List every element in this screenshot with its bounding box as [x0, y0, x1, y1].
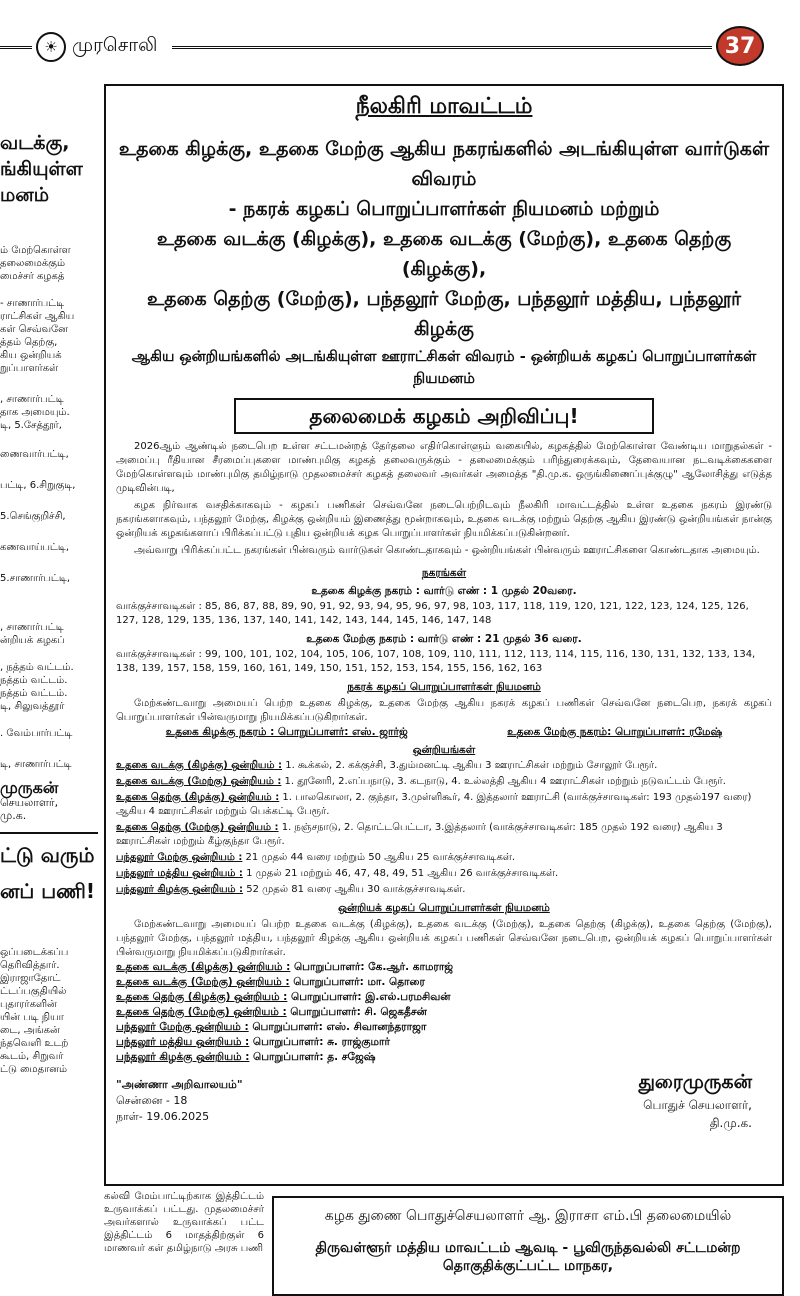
left-para: ம் மேற்கொள்ள தலைமைக்கும் மைச்சர் கழகத்	[0, 245, 71, 282]
west-town-heading: உதகை மேற்கு நகரம் : வார்டு எண் : 21 முதல் 36 வரை.	[306, 633, 582, 645]
left-para: . வேம்பார்பட்டி	[0, 728, 73, 739]
towns-heading: நகரங்கள்	[421, 567, 467, 579]
list-item: உதகை வடக்கு (மேற்கு) ஒன்றியம் : 1. தூனேரி, 2.எப்பநாடு, 3. கடநாடு, 4. உல்லத்தி ஆகிய 4 ஊராட்சிகள் மற்றும் நடுவட்டம் பேரூர்.	[116, 776, 726, 787]
list-item: உதகை தெற்கு (மேற்கு) ஒன்றியம் : பொறுப்பாளர்: சி. ஜெகதீசன்	[116, 1006, 427, 1018]
signatory-name: துரைமுருகன்	[638, 1071, 752, 1093]
left-para: 5.செங்குறிச்சி,	[0, 511, 66, 522]
list-item: பந்தலூர் மேற்கு ஒன்றியம் : 21 முதல் 44 வரை மற்றும் 50 ஆகிய 25 வாக்குச்சாவடிகள்.	[116, 852, 516, 863]
left-para: கணவாய்பட்டி,	[0, 542, 70, 553]
page-header	[0, 26, 800, 66]
left-para: , சாணார்பட்டி தாக அமையும். டி, 5.சேத்தூர்,	[0, 394, 70, 431]
unions-list	[116, 759, 772, 897]
left-para: 5.சாணார்பட்டி,	[0, 573, 71, 584]
left-para: - சாணார்பட்டி ராட்சிகள் ஆகிய கள் செவ்வனே த்தம் தெற்கு, கிய ஒன்றியக் றுப்பாளர்கள்	[0, 298, 75, 374]
body-para: கழக நிர்வாக வசதிக்காகவும் - கழகப் பணிகள் செவ்வனே நடைபெற்றிடவும் நீலகிரி மாவட்டத்தில் உள்ள உதகை நகரம் இரண்டு நகரங்களாகவும், பந்தலூர் மேற்கு, கிழக்கு ஒன்றியம் இணைத்து மூன்றாகவும், உதகை வடக்கு மற்றும் தெற்கு ஆகிய இரண்டு ஒன்றியங்கள் நான்கு ஒன்றியக் கழகங்களாப் பிரிக்கப்பட்டு புதிய ஒன்றியக் கழக பொறுப்பாளர்கள் நியமிக்கப்படுகின்றனர்.	[116, 500, 772, 539]
union-appointments-para: மேற்கண்டவாறு அமையப் பெற்ற உதகை வடக்கு (கிழக்கு), உதகை வடக்கு (மேற்கு), உதகை தெற்கு (கிழக்கு), உதகை தெற்கு (மேற்கு), பந்தலூர் மேற்கு, பந்தலூர் மத்திய, பந்தலூர் கிழக்கு ஆகிய ஒன்றியக் கழகப் பணிகள் செவ்வனே நடைபெற, ஒன்றியக் கழகப் பொறுப்பாளர்கள் பின்வருமாறு நியமிக்கப்படுகிறார்கள்.	[116, 919, 772, 958]
town-incharge-row	[116, 725, 772, 739]
left-para: பட்டி, 6.சிறுகுடி,	[0, 480, 76, 491]
appointees-list	[116, 960, 772, 1065]
left-column-fragment	[0, 66, 98, 1296]
left-heading: வடக்கு, ங்கியுள்ள மனம்	[0, 132, 83, 206]
city: சென்னை - 18	[116, 1094, 188, 1107]
headline-3: ஆகிய ஒன்றியங்களில் அடங்கியுள்ள ஊராட்சிகள் விவரம் - ஒன்றியக் கழகப் பொறுப்பாளர்கள் நியமனம்	[131, 349, 757, 387]
left-bottom-text: ஒப்படைக்கப்ப தெரிவித்தார். இராஜாதோட் ட்டப்பகுதியில் புதாரர்களின் யின் படி நியா டை, அங்கன் ந்தவெளி உடற் கூடம், சிறுவர் ட்டு மைதானம்	[0, 947, 69, 1075]
headline-1: உதகை கிழக்கு, உதகை மேற்கு ஆகிய நகரங்களில் அடங்கியுள்ள வார்டுகள் விவரம் - நகரக் கழகப் பொறுப்பாளர்கள் நியமனம் மற்றும்	[118, 138, 770, 220]
bottom-box-line-1: கழக துணை பொதுச்செயலாளர் ஆ. இராசா எம்.பி தலைமையில்	[324, 1208, 732, 1224]
list-item: உதகை தெற்கு (கிழக்கு) ஒன்றியம் : 1. பாலகொலா, 2. குந்தா, 3.முள்ளிகூர், 4. இத்தலார் ஊராட்சி (வாக்குச்சாவடிகள்: 193 முதல்197 வரை) ஆகிய 4 ஊராட்சிகள் மற்றும் பெக்கட்டி பேரூர்.	[116, 792, 752, 817]
body-para: அவ்வாறு பிரிக்கப்பட்ட நகரங்கள் பின்வரும் வார்டுகள் கொண்டதாகவும் - ஒன்றியங்கள் பின்வரும் ஊராட்சிகளை கொண்டதாக அமையும்.	[134, 545, 760, 556]
district-title: நீலகிரி மாவட்டம்	[355, 94, 533, 119]
left-teaser-1: ட்டு வரும்	[0, 832, 98, 870]
list-item: உதகை வடக்கு (கிழக்கு) ஒன்றியம் : 1. கூக்கல், 2. கக்குச்சி, 3.தும்மனட்டி ஆகிய 3 ஊராட்சிகள் மற்றும் சோலூர் பேரூர்.	[116, 760, 658, 771]
union-appointments-heading: ஒன்றியக் கழகப் பொறுப்பாளர்கள் நியமனம்	[338, 902, 550, 914]
notice-footer	[116, 1071, 772, 1151]
body-para: 2026ஆம் ஆண்டில் நடைபெற உள்ள சட்டமன்றத் தேர்தலை எதிர்கொள்ளும் வகையில், கழகத்தில் மேற்கொள்ள வேண்டிய மாறுதல்கள் - அமைப்பு ரீதியான சீரமைப்புகளை மாண்புமிகு கழகத் தலைவருக்கும் - தலைமைக்கும் பரிந்துரைக்கவும், தேவையான நடவடிக்கைகளை மேற்கொள்ளவும் மாண்புமிகு தமிழ்நாடு முதலமைச்சர் கழகத் தலைவர் அவர்கள் அமைத்த "தி.மு.க. ஒருங்கிணைப்புக்குழு" ஆலோசித்து எடுத்த முடிவின்படி,	[116, 441, 772, 494]
headline-2: உதகை வடக்கு (கிழக்கு), உதகை வடக்கு (மேற்கு), உதகை தெற்கு (கிழக்கு), உதகை தெற்கு (மேற்கு), பந்தலூர் மேற்கு, பந்தலூர் மத்திய, பந்தலூர் கிழக்கு	[146, 228, 742, 340]
dateline	[116, 1077, 243, 1125]
left-teaser-2: னப் பணி!	[0, 879, 95, 903]
party-name: தி.மு.க.	[709, 1116, 752, 1130]
list-item: பந்தலூர் கிழக்கு ஒன்றியம் : பொறுப்பாளர்: த. சஜேஷ்	[116, 1051, 376, 1063]
list-item: பந்தலூர் மத்திய ஒன்றியம் : 1 முதல் 21 மற்றும் 46, 47, 48, 49, 51 ஆகிய 26 வாக்குச்சாவடிகள்.	[116, 868, 559, 879]
header-rule-left	[0, 46, 32, 49]
list-item: பந்தலூர் மேற்கு ஒன்றியம் : பொறுப்பாளர்: எஸ். சிவானந்தராஜா	[116, 1021, 427, 1033]
notice-title: தலைமைக் கழகம் அறிவிப்பு!	[234, 398, 654, 434]
announcement-box	[104, 84, 784, 1186]
list-item: உதகை வடக்கு (கிழக்கு) ஒன்றியம் : பொறுப்பாளர்: கே.ஆர். காமராஜ்	[116, 961, 454, 973]
date: நாள்- 19.06.2025	[116, 1110, 210, 1123]
list-item: உதகை வடக்கு (மேற்கு) ஒன்றியம் : பொறுப்பாளர்: மா. தொரை	[116, 976, 425, 988]
signature-block	[638, 1071, 752, 1132]
list-item: உதகை தெற்கு (கிழக்கு) ஒன்றியம் : பொறுப்பாளர்: இ.எல்.பரமசிவன்	[116, 991, 451, 1003]
town-appointments-heading: நகரக் கழகப் பொறுப்பாளர்கள் நியமனம்	[347, 681, 541, 693]
rising-sun-logo-icon: ☀	[36, 32, 66, 62]
left-para: , சாணார்பட்டி ன்றியக் கழகப்	[0, 622, 65, 646]
east-town-heading: உதகை கிழக்கு நகரம் : வார்டு எண் : 1 முதல் 20வரை.	[311, 585, 577, 597]
west-town-incharge: உதகை மேற்கு நகரம்: பொறுப்பாளர்: ரமேஷ்	[507, 726, 723, 738]
newspaper-name: முரசொலி	[72, 34, 158, 56]
list-item: பந்தலூர் மத்திய ஒன்றியம் : பொறுப்பாளர்: சு. ராஜ்குமார்	[116, 1036, 390, 1048]
list-item: பந்தலூர் கிழக்கு ஒன்றியம் : 52 முதல் 81 வரை ஆகிய 30 வாக்குச்சாவடிகள்.	[116, 884, 466, 895]
signatory-role: பொதுச் செயலாளர்,	[643, 1098, 752, 1112]
list-item: உதகை தெற்கு (மேற்கு) ஒன்றியம் : 1. நஞ்சநாடு, 2. தொட்டபெட்டா, 3.இத்தலார் (வாக்குச்சாவடிகள்: 185 முதல் 192 வரை) ஆகிய 3 ஊராட்சிகள் மற்றும் கீழ்குந்தா பேரூர்.	[116, 822, 723, 847]
place-name: "அண்ணா அறிவாலயம்"	[116, 1078, 243, 1091]
bottom-box-line-2: திருவள்ளூர் மத்திய மாவட்டம் ஆவடி - பூவிருந்தவல்லி சட்டமன்ற தொகுதிக்குட்பட்ட மாநகர,	[315, 1240, 741, 1274]
page-number: 37	[716, 26, 764, 66]
west-town-booths: வாக்குச்சாவடிகள் : 99, 100, 101, 102, 104, 105, 106, 107, 108, 109, 110, 111, 112, 113, 114, 115, 116, 130, 131, 132, 133, 134, 138, 139, 157, 158, 159, 160, 161, 149, 150, 151, 152, 153, 154, 155, 156, 162, 163	[116, 649, 756, 674]
left-signatory-role: செயலாளர், மு.க.	[0, 796, 59, 822]
left-para: ணைவார்பட்டி,	[0, 449, 69, 460]
left-para: , நத்தம் வட்டம். நத்தம் வட்டம். நத்தம் வட்டம். டி, சிலுவத்தூர்	[0, 662, 74, 712]
header-rule-right	[172, 46, 712, 49]
town-appointments-para: மேற்கண்டவாறு அமையப் பெற்ற உதகை கிழக்கு, உதகை மேற்கு ஆகிய நகரக் கழகப் பணிகள் செவ்வனே நடைபெற, நகரக் கழகப் பொறுப்பாளர்கள் பின்வருமாறு நியமிக்கப்படுகிறார்கள்.	[116, 698, 772, 723]
left-para: டி, சாணார்பட்டி	[0, 759, 72, 770]
unions-heading: ஒன்றியங்கள்	[412, 744, 476, 756]
left-signatory-name: முருகன்	[0, 778, 59, 797]
bottom-news-box	[272, 1196, 784, 1296]
east-town-incharge: உதகை கிழக்கு நகரம் : பொறுப்பாளர்: எஸ். ஜார்ஜ்	[165, 726, 408, 738]
bottom-column-text: கல்வி மேம்பாட்டிற்காக இத்திட்டம் உருவாக்கப் பட்டது. முதலமைச்சர் அவர்களால் உருவாக்கப் பட்ட இத்திட்டம் 6 மாதத்திற்குள் 6 மாணவர் கள் தமிழ்நாடு அரசு பணி	[104, 1191, 264, 1254]
east-town-booths: வாக்குச்சாவடிகள் : 85, 86, 87, 88, 89, 90, 91, 92, 93, 94, 95, 96, 97, 98, 103, 117, 118, 119, 120, 121, 122, 123, 124, 125, 126, 127, 128, 129, 135, 136, 137, 140, 141, 142, 143, 144, 145, 146, 147, 148	[116, 601, 749, 626]
